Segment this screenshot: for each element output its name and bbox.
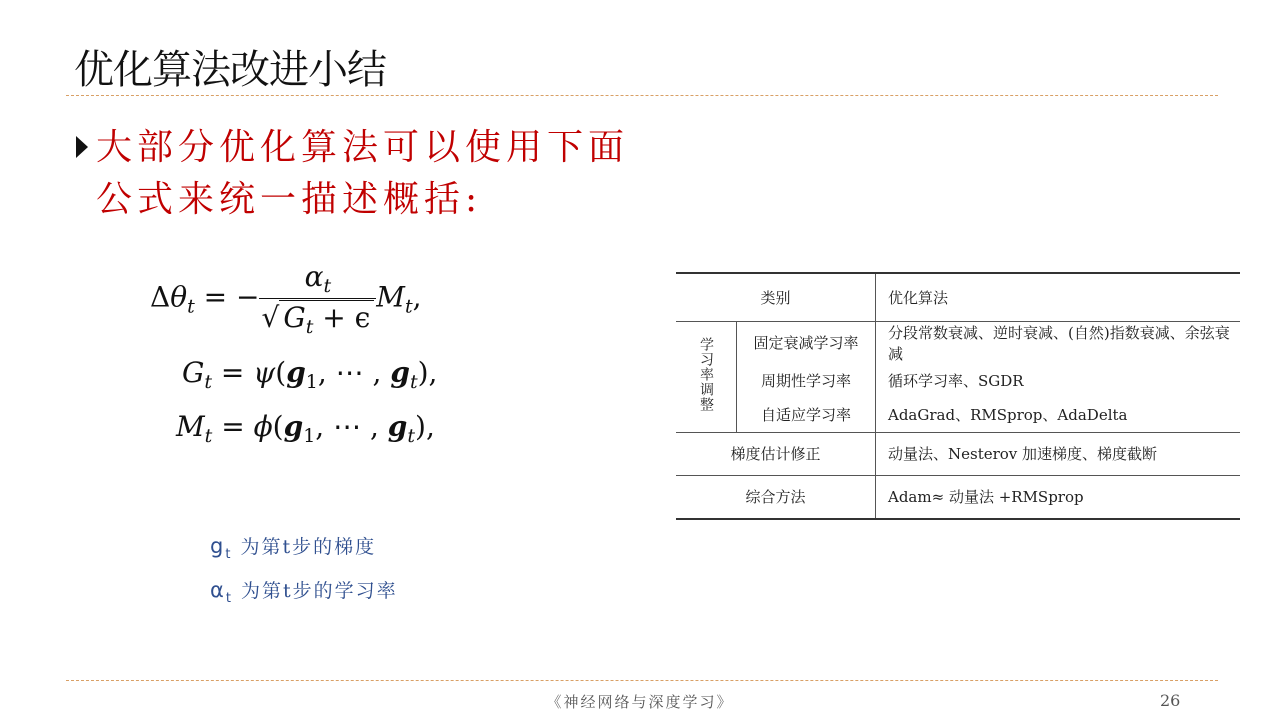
header-divider xyxy=(66,95,1218,96)
category-cell: 周期性学习率 xyxy=(737,364,876,398)
table-row xyxy=(676,432,1240,475)
formula-delta-theta: $\Delta\theta_t$ = − $\frac{\alpha_t}{√ G_t + \epsilon}$ $M_t$, xyxy=(150,260,422,338)
optimizer-table xyxy=(676,272,1240,520)
group-label-learning-rate: 学习率调整 xyxy=(676,321,737,432)
table-row xyxy=(676,475,1240,519)
bullet-point xyxy=(76,122,636,226)
footer-divider xyxy=(66,680,1218,681)
note-gradient: $g_t$ 为第t步的梯度 xyxy=(210,534,377,562)
category-cell: 梯度估计修正 xyxy=(676,432,876,475)
category-cell: 综合方法 xyxy=(676,475,876,519)
header-algorithms: 优化算法 xyxy=(876,273,1241,321)
algorithm-cell: 分段常数衰减、逆时衰减、(自然)指数衰减、余弦衰减 xyxy=(876,321,1241,364)
slide-title: 优化算法改进小结 xyxy=(74,47,386,93)
table-row xyxy=(676,321,1240,364)
algorithm-cell: Adam≈ 动量法 +RMSprop xyxy=(876,475,1241,519)
page-number: 26 xyxy=(1160,691,1181,710)
notes xyxy=(210,530,398,618)
category-cell: 固定衰减学习率 xyxy=(737,321,876,364)
table-header-row xyxy=(676,273,1240,321)
header-category: 类别 xyxy=(676,273,876,321)
footer-book-title: 《神经网络与深度学习》 xyxy=(546,693,734,711)
algorithm-cell: 循环学习率、SGDR xyxy=(888,372,1024,390)
triangle-bullet-icon xyxy=(76,136,88,158)
algorithm-cell: 动量法、Nesterov 加速梯度、梯度截断 xyxy=(876,432,1241,475)
table-row xyxy=(676,398,1240,433)
category-cell: 自适应学习率 xyxy=(737,398,876,433)
formula-m: $M_t = \phi(g_1$, ⋯ , $g_t$), xyxy=(176,410,435,447)
table-row xyxy=(676,364,1240,398)
bullet-text: 大部分优化算法可以使用下面公式来统一描述概括: xyxy=(96,127,630,220)
algorithm-cell: AdaGrad、RMSprop、AdaDelta xyxy=(888,406,1128,424)
note-learning-rate: $\alpha_t$ 为第t步的学习率 xyxy=(210,578,398,606)
formula-g: $G_t = \psi(g_1$, ⋯ , $g_t$), xyxy=(182,356,438,393)
